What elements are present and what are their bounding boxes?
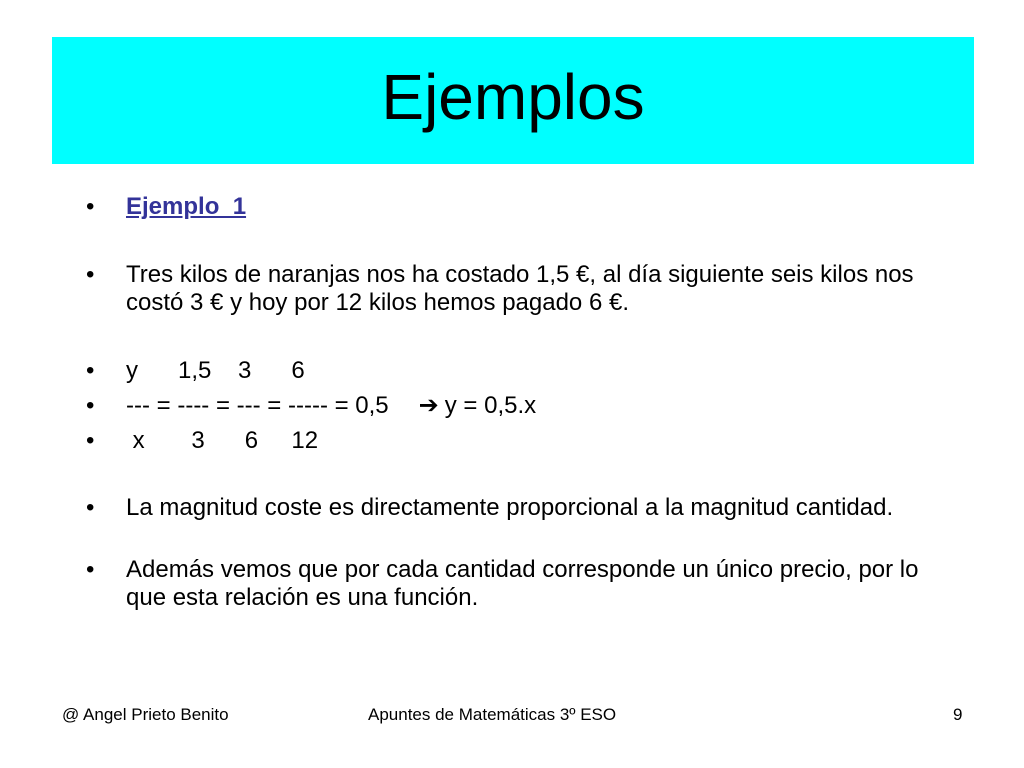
bullet-item-5 — [86, 427, 926, 455]
problem-statement: Tres kilos de naranjas nos ha costado 1,5 €, al día siguiente seis kilos nos costó 3 € y hoy por 12 kilos hemos pagado 6 €. — [126, 261, 921, 316]
title-bar — [52, 37, 974, 164]
function-formula: y = 0,5.x — [444, 392, 537, 419]
bullet-icon: • — [86, 193, 95, 220]
bullet-item-4 — [86, 392, 926, 420]
bullet-item-2 — [86, 261, 926, 317]
proportionality-statement: La magnitud coste es directamente proporcional a la magnitud cantidad. — [126, 494, 894, 521]
denominator-row: x 3 6 12 — [126, 427, 319, 454]
function-statement: Además vemos que por cada cantidad corresponde un único precio, por lo que esta relación es una función. — [126, 556, 926, 611]
numerator-row: y 1,5 3 6 — [126, 357, 305, 384]
bullet-item-1 — [86, 193, 926, 221]
slide-title: Ejemplos — [381, 60, 645, 133]
ratio-equation: --- = ---- = --- = ----- = 0,5 — [126, 392, 389, 419]
footer-course: Apuntes de Matemáticas 3º ESO — [368, 705, 617, 724]
fraction-row — [126, 392, 926, 420]
bullet-icon: • — [86, 261, 95, 288]
right-arrow-icon: ➔ — [418, 392, 439, 419]
bullet-item-7 — [86, 556, 926, 612]
bullet-icon: • — [86, 427, 95, 454]
bullet-item-3 — [86, 357, 926, 385]
bullet-icon: • — [86, 392, 95, 419]
bullet-icon: • — [86, 556, 95, 583]
ejemplo-link[interactable]: Ejemplo 1 — [126, 193, 247, 220]
footer-page-number: 9 — [953, 705, 963, 724]
footer-author: @ Angel Prieto Benito — [62, 705, 229, 724]
bullet-icon: • — [86, 357, 95, 384]
bullet-icon: • — [86, 494, 95, 521]
bullet-item-6 — [86, 494, 926, 522]
